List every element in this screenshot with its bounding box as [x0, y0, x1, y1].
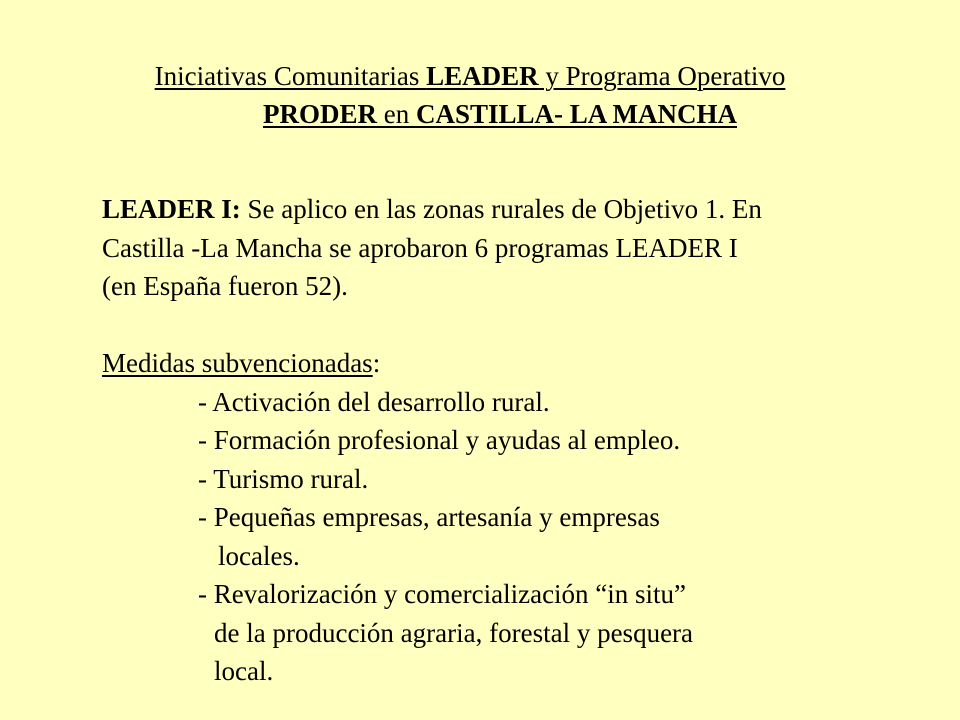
slide-body: [102, 190, 922, 691]
intro-line-1: [102, 190, 922, 229]
title-line-1: [0, 60, 960, 92]
measure-item-4: - Pequeñas empresas, artesanía y empresas: [198, 502, 660, 532]
title-proder: PRODER: [262, 99, 377, 129]
measures-heading: Medidas subvencionadas: [102, 348, 373, 378]
paragraph-gap: [102, 306, 922, 345]
title-operative-program: y Programa Operativo: [538, 61, 786, 91]
title-en: en: [376, 99, 416, 129]
title-underlined: [155, 61, 786, 91]
title-initiatives: Iniciativas Comunitarias: [154, 61, 427, 91]
measure-item-4-cont: locales.: [218, 540, 300, 571]
measure-item-2: - Formación profesional y ayudas al empleo.: [198, 425, 681, 455]
measure-item-5: - Revalorización y comercialización “in situ”: [198, 579, 687, 609]
intro-text-1: Se aplico en las zonas rurales de Objetivo 1. En: [240, 194, 762, 224]
intro-line-3: (en España fueron 52).: [102, 271, 348, 301]
measure-item-3: - Turismo rural.: [198, 463, 369, 494]
measure-item-1: - Activación del desarrollo rural.: [198, 386, 550, 417]
title-underlined-2: [263, 99, 737, 129]
measures-heading-line: [102, 344, 922, 383]
measures-list: [102, 383, 922, 691]
title-region: CASTILLA- LA MANCHA: [415, 99, 738, 129]
title-line-2: [0, 98, 960, 130]
title-leader: LEADER: [426, 61, 539, 91]
measures-colon: :: [372, 348, 381, 378]
intro-label: LEADER I:: [102, 194, 241, 224]
intro-line-2: Castilla -La Mancha se aprobaron 6 programas LEADER I: [102, 232, 738, 263]
measure-item-5-cont: de la producción agraria, forestal y pesquera: [214, 617, 694, 648]
measure-item-5-cont-2: local.: [214, 656, 274, 686]
